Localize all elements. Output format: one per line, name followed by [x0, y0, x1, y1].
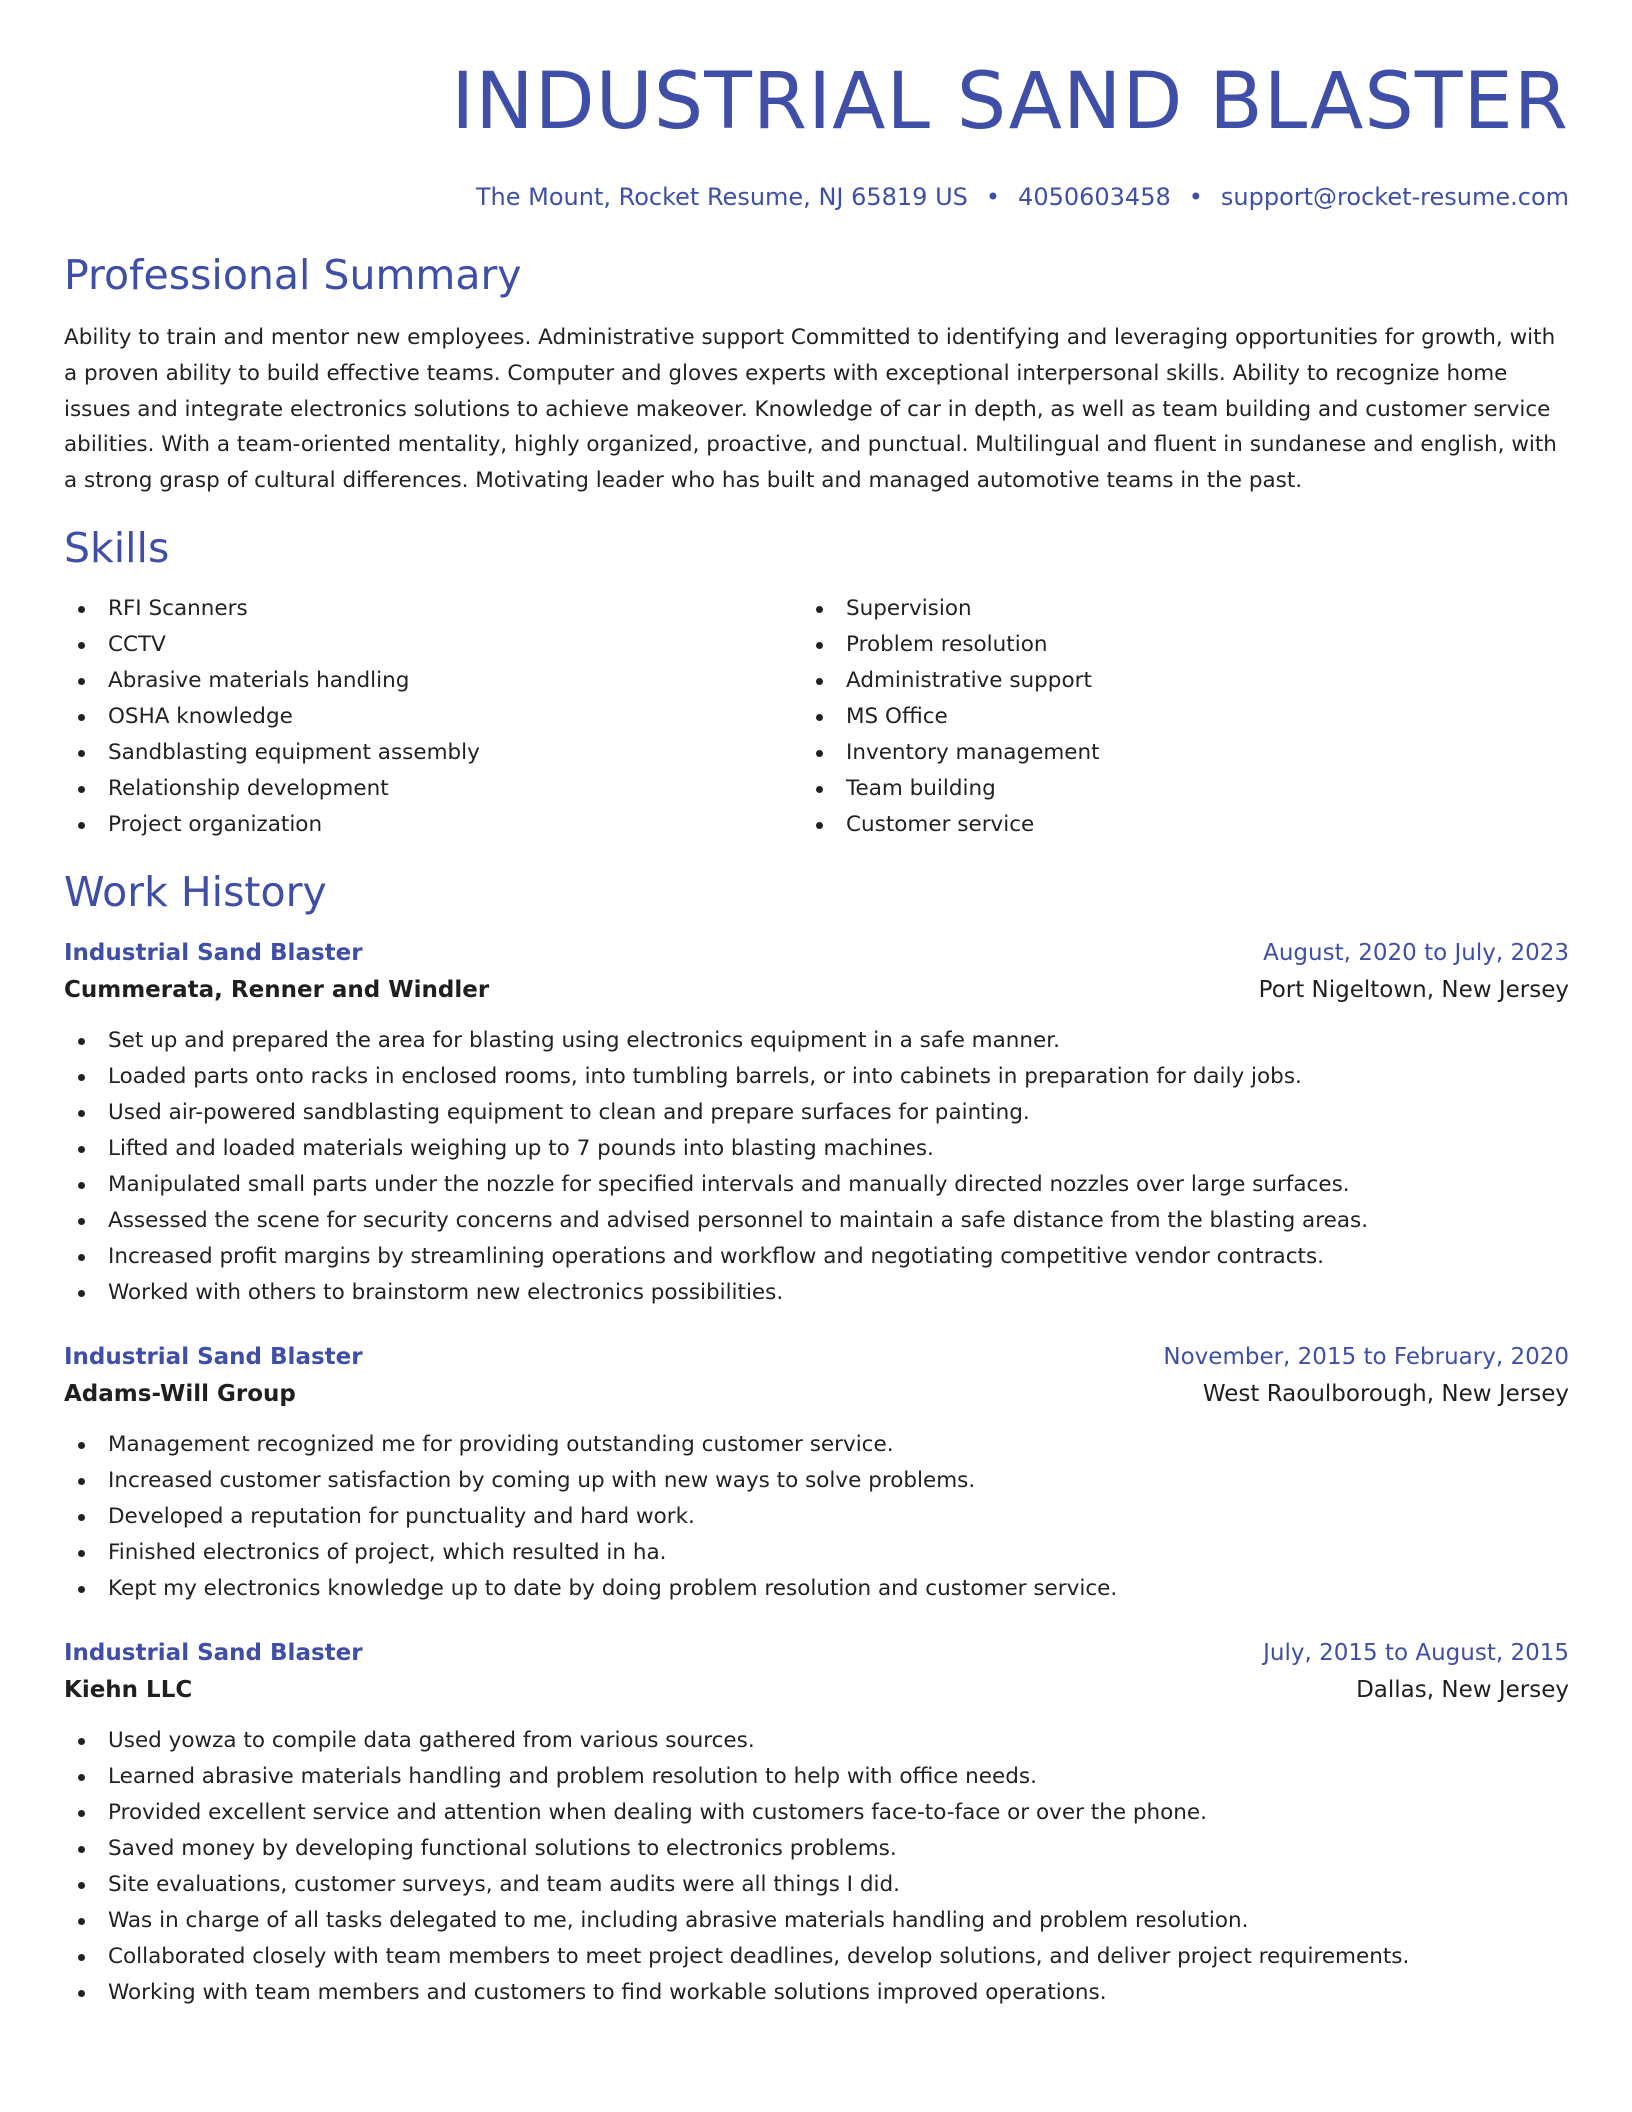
skill-item: MS Office: [802, 699, 1540, 735]
duty-item: Provided excellent service and attention when dealing with customers face-to-face or over the phone.: [64, 1795, 1569, 1831]
contact-address: The Mount, Rocket Resume, NJ 65819 US: [475, 183, 968, 211]
job-title: Industrial Sand Blaster: [64, 1343, 363, 1370]
work-history-heading: Work History: [64, 867, 327, 916]
job-company: Adams-Will Group: [64, 1380, 296, 1407]
duty-item: Site evaluations, customer surveys, and team audits were all things I did.: [64, 1867, 1569, 1903]
job-duties: [64, 1723, 1569, 2011]
duty-item: Lifted and loaded materials weighing up to 7 pounds into blasting machines.: [64, 1131, 1569, 1167]
skill-item: Sandblasting equipment assembly: [64, 735, 802, 771]
duty-item: Collaborated closely with team members to meet project deadlines, develop solutions, and deliver project requirements.: [64, 1939, 1569, 1975]
job-duties: [64, 1427, 1569, 1607]
skill-item: Supervision: [802, 591, 1540, 627]
job-header-row: [64, 1339, 1569, 1375]
contact-separator: •: [985, 183, 1001, 211]
summary-text: Ability to train and mentor new employees. Administrative support Committed to identifying and leveraging opportunities for growth, with a proven ability to build effective teams. Computer and gloves experts with exceptional interpersonal skills. Ability to recognize home issues and integrate electronics solutions to achieve makeover. Knowledge of car in depth, as well as team building and customer service abilities. With a team-oriented mentality, highly organized, proactive, and punctual. Multilingual and fluent in sundanese and english, with a strong grasp of cultural differences. Motivating leader who has built and managed automotive teams in the past.: [64, 325, 1557, 494]
job-location: Dallas, New Jersey: [1356, 1676, 1569, 1703]
skills-heading: Skills: [64, 523, 170, 572]
contact-phone: 4050603458: [1018, 183, 1171, 211]
summary-heading: Professional Summary: [64, 251, 522, 299]
duty-item: Used air-powered sandblasting equipment to clean and prepare surfaces for painting.: [64, 1095, 1569, 1131]
job-title: Industrial Sand Blaster: [64, 939, 363, 966]
duty-item: Was in charge of all tasks delegated to me, including abrasive materials handling and problem resolution.: [64, 1903, 1569, 1939]
job-dates: November, 2015 to February, 2020: [1163, 1343, 1569, 1370]
skill-item: OSHA knowledge: [64, 699, 802, 735]
skill-item: Abrasive materials handling: [64, 663, 802, 699]
job-company-row: [64, 1671, 1569, 1709]
skill-item: Problem resolution: [802, 627, 1540, 663]
duty-item: Used yowza to compile data gathered from various sources.: [64, 1723, 1569, 1759]
skills-list: [64, 591, 1569, 843]
job-company-row: [64, 1375, 1569, 1413]
duty-item: Set up and prepared the area for blasting using electronics equipment in a safe manner.: [64, 1023, 1569, 1059]
duty-item: Increased customer satisfaction by coming up with new ways to solve problems.: [64, 1463, 1569, 1499]
contact-line: [64, 182, 1569, 212]
duty-item: Learned abrasive materials handling and problem resolution to help with office needs.: [64, 1759, 1569, 1795]
skill-item: Inventory management: [802, 735, 1540, 771]
skills-column-right: [802, 591, 1540, 843]
skill-item: Project organization: [64, 807, 802, 843]
job-header-row: [64, 1635, 1569, 1671]
job-entry: [64, 935, 1569, 1311]
duty-item: Assessed the scene for security concerns and advised personnel to maintain a safe distance from the blasting areas.: [64, 1203, 1569, 1239]
duty-item: Kept my electronics knowledge up to date by doing problem resolution and customer service.: [64, 1571, 1569, 1607]
duty-item: Worked with others to brainstorm new electronics possibilities.: [64, 1275, 1569, 1311]
job-company-row: [64, 971, 1569, 1009]
skill-item: RFI Scanners: [64, 591, 802, 627]
skill-item: Team building: [802, 771, 1540, 807]
job-duties: [64, 1023, 1569, 1311]
resume-header: [64, 56, 1569, 212]
skill-item: Administrative support: [802, 663, 1540, 699]
duty-item: Loaded parts onto racks in enclosed rooms, into tumbling barrels, or into cabinets in preparation for daily jobs.: [64, 1059, 1569, 1095]
duty-item: Increased profit margins by streamlining operations and workflow and negotiating competitive vendor contracts.: [64, 1239, 1569, 1275]
skill-item: Relationship development: [64, 771, 802, 807]
contact-separator: •: [1188, 183, 1203, 211]
job-entry: [64, 1635, 1569, 2011]
duty-item: Working with team members and customers to find workable solutions improved operations.: [64, 1975, 1569, 2011]
skills-column-left: [64, 591, 802, 843]
job-location: West Raoulborough, New Jersey: [1202, 1380, 1569, 1407]
job-company: Kiehn LLC: [64, 1676, 193, 1703]
job-dates: July, 2015 to August, 2015: [1263, 1639, 1569, 1666]
contact-email: support@rocket-resume.com: [1220, 183, 1569, 211]
job-title: Industrial Sand Blaster: [64, 1639, 363, 1666]
job-entry: [64, 1339, 1569, 1607]
job-header-row: [64, 935, 1569, 971]
skill-item: Customer service: [802, 807, 1540, 843]
job-dates: August, 2020 to July, 2023: [1263, 939, 1569, 966]
job-location: Port Nigeltown, New Jersey: [1258, 976, 1569, 1003]
duty-item: Saved money by developing functional solutions to electronics problems.: [64, 1831, 1569, 1867]
skill-item: CCTV: [64, 627, 802, 663]
duty-item: Manipulated small parts under the nozzle for specified intervals and manually directed nozzles over large surfaces.: [64, 1167, 1569, 1203]
duty-item: Developed a reputation for punctuality and hard work.: [64, 1499, 1569, 1535]
candidate-name: INDUSTRIAL SAND BLASTER: [451, 57, 1569, 147]
duty-item: Management recognized me for providing outstanding customer service.: [64, 1427, 1569, 1463]
job-company: Cummerata, Renner and Windler: [64, 976, 490, 1003]
duty-item: Finished electronics of project, which resulted in ha.: [64, 1535, 1569, 1571]
